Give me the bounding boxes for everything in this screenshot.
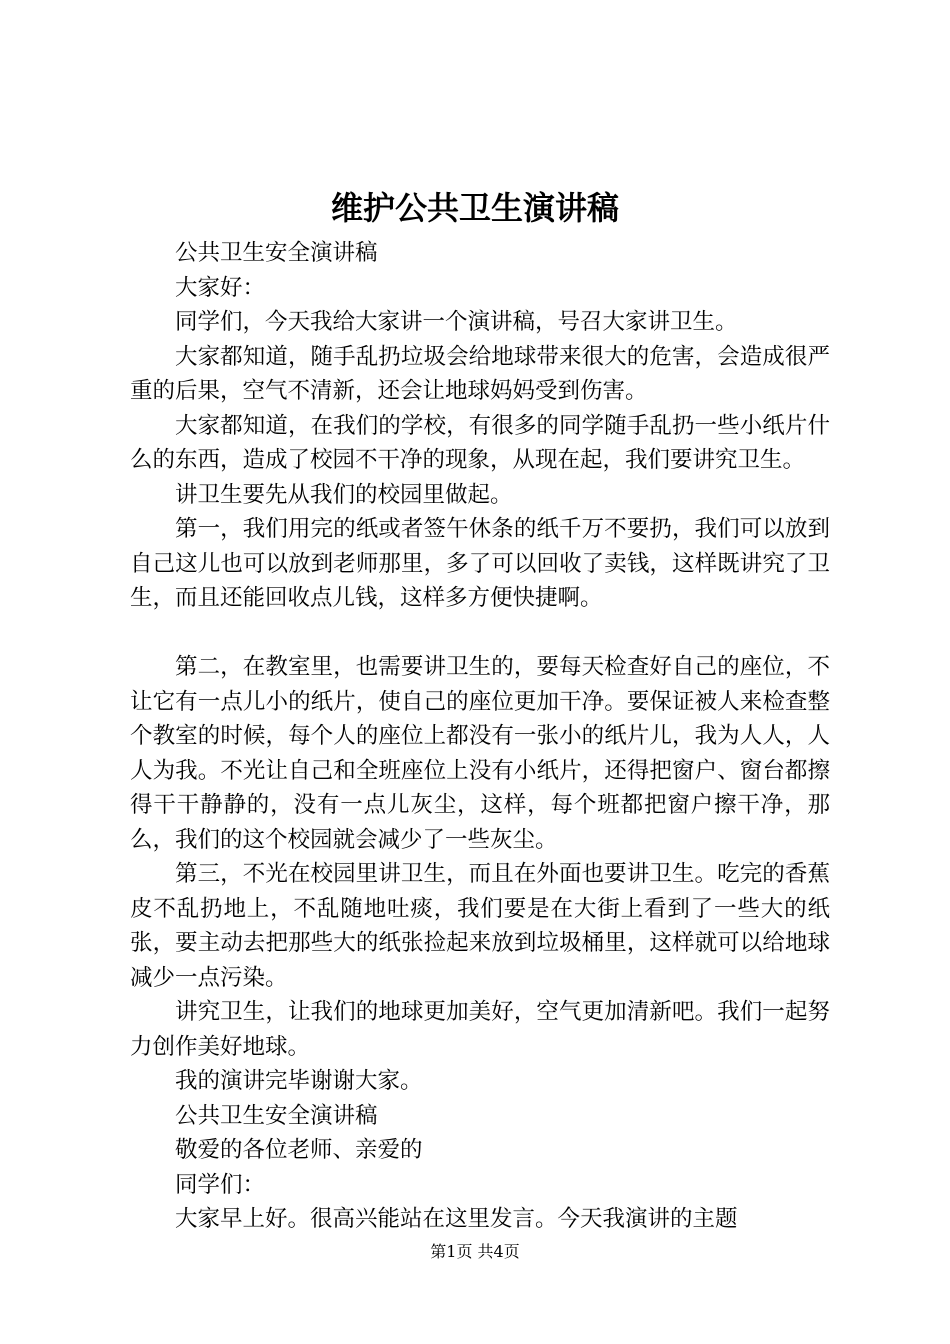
- paragraph-intro: 同学们，今天我给大家讲一个演讲稿，号召大家讲卫生。: [175, 309, 738, 335]
- paragraph-school: 大家都知道，在我们的学校，有很多的同学随手乱扔一些小纸片什么的东西，造成了校园不干净的现象，从现在起，我们要讲究卫生。: [130, 412, 830, 473]
- paragraph-conclusion: 讲究卫生，让我们的地球更加美好，空气更加清新吧。我们一起努力创作美好地球。: [130, 999, 830, 1060]
- paragraph-second: 第二，在教室里，也需要讲卫生的，要每天检查好自己的座位，不让它有一点儿小的纸片，使自己的座位更加干净。要保证被人来检查整个教室的时候，每个人的座位上都没有一张小的纸片儿，我为人人，人人为我。不光让自己和全班座位上没有小纸片，还得把窗户、窗台都擦得干干静静的，没有一点儿灰尘，这样，每个班都把窗户擦干净，那么，我们的这个校园就会减少了一些灰尘。: [130, 654, 830, 853]
- paragraph-start: 讲卫生要先从我们的校园里做起。: [175, 481, 513, 508]
- document-title: 维护公共卫生演讲稿: [330, 189, 619, 227]
- document-body: [130, 236, 830, 1237]
- page-number-footer: 第1页 共4页: [430, 1242, 520, 1261]
- paragraph-salutation-2: 同学们：: [175, 1171, 266, 1198]
- paragraph-first: 第一，我们用完的纸或者签午休条的纸千万不要扔，我们可以放到自己这儿也可以放到老师那里，多了可以回收了卖钱，这样既讲究了卫生，而且还能回收点儿钱，这样多方便快捷啊。: [130, 516, 830, 611]
- paragraph-third: 第三，不光在校园里讲卫生，而且在外面也要讲卫生。吃完的香蕉皮不乱扔地上，不乱随地吐痰，我们要是在大街上看到了一些大的纸张，要主动去把那些大的纸张捡起来放到垃圾桶里，这样就可以给地球减少一点污染。: [130, 861, 830, 991]
- paragraph-harm: 大家都知道，随手乱扔垃圾会给地球带来很大的危害，会造成很严重的后果，空气不清新，还会让地球妈妈受到伤害。: [130, 343, 830, 404]
- paragraph-greeting: 大家好：: [175, 274, 266, 301]
- paragraph-opening: 大家早上好。很高兴能站在这里发言。今天我演讲的主题: [175, 1206, 738, 1232]
- paragraph-subtitle-2: 公共卫生安全演讲稿: [175, 1102, 378, 1129]
- paragraph-salutation: 敬爱的各位老师、亲爱的: [175, 1137, 423, 1163]
- paragraph-subtitle: 公共卫生安全演讲稿: [175, 240, 378, 266]
- paragraph-thanks: 我的演讲完毕谢谢大家。: [175, 1068, 423, 1094]
